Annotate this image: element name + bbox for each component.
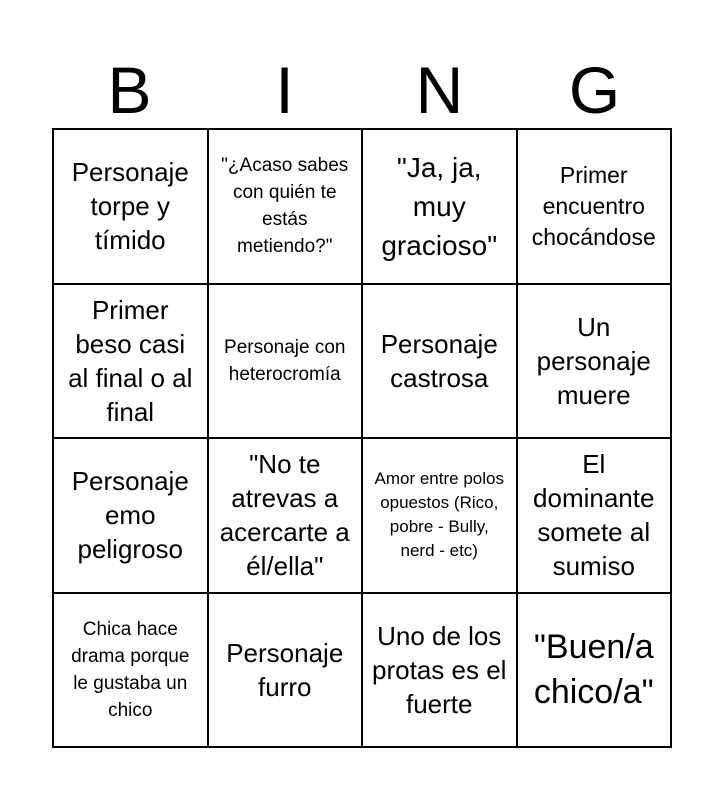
- header-letter-i: I: [275, 53, 294, 127]
- header-letter-g: G: [568, 53, 621, 127]
- bingo-cell-text: Chica hace drama porque le gustaba un chico: [71, 618, 190, 721]
- bingo-cell[interactable]: [363, 439, 518, 594]
- bingo-cell-text: "Buen/a chico/a": [533, 627, 654, 711]
- header-letter-b: B: [107, 53, 152, 127]
- bingo-cell-text: Uno de los protas es el fuerte: [372, 620, 507, 719]
- bingo-cell[interactable]: [363, 285, 518, 440]
- bingo-cell-text: Personaje castrosa: [380, 328, 498, 393]
- bingo-cell[interactable]: [518, 439, 673, 594]
- bingo-cell[interactable]: [54, 285, 209, 440]
- bingo-header: [52, 53, 672, 127]
- bingo-cell-text: Amor entre polos opuestos (Rico, pobre - Bully, nerd - etc): [374, 469, 504, 561]
- bingo-grid: [52, 128, 672, 748]
- bingo-cell-text: Personaje furro: [226, 637, 344, 702]
- bingo-cell-text: Primer encuentro chocándose: [531, 161, 656, 250]
- bingo-cell[interactable]: [363, 594, 518, 749]
- bingo-cell[interactable]: [209, 594, 364, 749]
- bingo-cell[interactable]: [54, 130, 209, 285]
- bingo-cell[interactable]: [54, 439, 209, 594]
- bingo-cell-text: "¿Acaso sabes con quién te estás metiendo?": [221, 155, 349, 258]
- bingo-cell-text: "No te atrevas a acercarte a él/ella": [219, 449, 350, 582]
- bingo-cell-text: El dominante somete al sumiso: [533, 449, 655, 582]
- bingo-cell[interactable]: [209, 285, 364, 440]
- bingo-cell[interactable]: [363, 130, 518, 285]
- bingo-cell-text: "Ja, ja, muy gracioso": [381, 151, 498, 261]
- bingo-cell[interactable]: [518, 285, 673, 440]
- bingo-cell[interactable]: [518, 594, 673, 749]
- bingo-cell-text: Personaje con heterocromía: [224, 336, 346, 385]
- header-letter-n: N: [415, 53, 464, 127]
- bingo-cell-text: Personaje torpe y tímido: [71, 157, 189, 256]
- bingo-cell-text: Personaje emo peligroso: [71, 466, 189, 565]
- bingo-cell[interactable]: [209, 130, 364, 285]
- bingo-cell[interactable]: [518, 130, 673, 285]
- bingo-cell-text: Primer beso casi al final o al final: [68, 294, 193, 427]
- bingo-cell[interactable]: [54, 594, 209, 749]
- bingo-cell-text: Un personaje muere: [536, 311, 651, 410]
- bingo-cell[interactable]: [209, 439, 364, 594]
